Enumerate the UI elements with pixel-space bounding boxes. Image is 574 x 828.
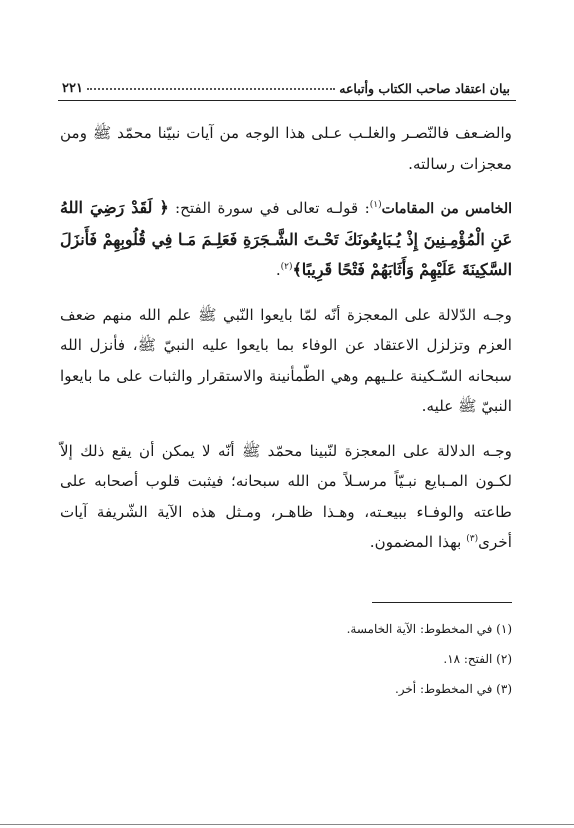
main-text [60,118,512,558]
paragraph-2 [60,193,512,286]
paragraph-4-text: وجـه الدلالة على المعجزة لنّبينا محمّد ﷺ أنّه لا يمكن أن يقع ذلك إلاّ لكـون المـبايع نبـيّاً مرسـلاً من الله سبحانه؛ فيثبت قلوب أصحابه على طاعته والوفـاء ببيعـته، وهـذا ظاهـر، ومـثل هذه الآية الشّريفة آيات أخرى [60,441,512,551]
footnote-separator [372,602,512,603]
paragraph-2-text: : قولـه تعالى في سورة الفتح: [168,199,370,217]
quran-verse: ﴿ لَقَدْ رَضِيَ اللهُ عَنِ الْمُؤْمِـنِينَ إِذْ يُـبَايِعُونَكَ تَحْـتَ الشَّـجَرَةِ فَعَلِـمَ مَـا فِي قُلُوبِهِمْ فَأَنزَلَ السَّكِينَةَ عَلَيْهِمْ وَأَثَابَهُمْ فَتْحًا قَرِيبًا﴾ [60,198,512,279]
page-number: ٢٢١ [62,81,83,96]
paragraph-4-end: بهذا المضمون. [369,533,467,551]
paragraph-4 [60,436,512,558]
paragraph-3: وجـه الدّلالة على المعجزة أنّه لمّا بايعوا النّبي ﷺ علم الله منهم ضعف العزم وتزلزل الاعتقاد عن الوفاء بما بايعوا عليه النبيّ ﷺ، فأنزل الله سبحانه السّـكينة علـيهم وهي الطّمأنينة والاستقرار والثبات على ما بايعوا النبيّ ﷺ عليه. [60,305,512,415]
footnote-ref-1: (١) [369,199,382,210]
footnote-3: (٣) في المخطوط: أخر. [394,682,512,696]
footnote-ref-3: (٣) [466,533,479,544]
footnote-2: (٢) الفتح: ١٨. [443,652,512,666]
paragraph-2-end: . [275,261,281,279]
footnotes [62,614,512,704]
section-lead: الخامس من المقامات [381,201,512,217]
header-title: بيان اعتقاد صاحب الكتاب وأتباعه [339,81,510,96]
header-dot-leader [87,88,335,90]
paragraph-1: والضـعف فالنّصـر والغلـب عـلى هذا الوجه من آيات نبيّنا محمّد ﷺ ومن معجزات رسالته. [60,124,512,173]
footnote-ref-2: (٢) [280,261,293,272]
running-header [62,74,510,96]
header-rule [58,100,516,101]
footnote-1: (١) في المخطوط: الآية الخامسة. [346,622,512,636]
page-bottom-edge [0,824,574,825]
